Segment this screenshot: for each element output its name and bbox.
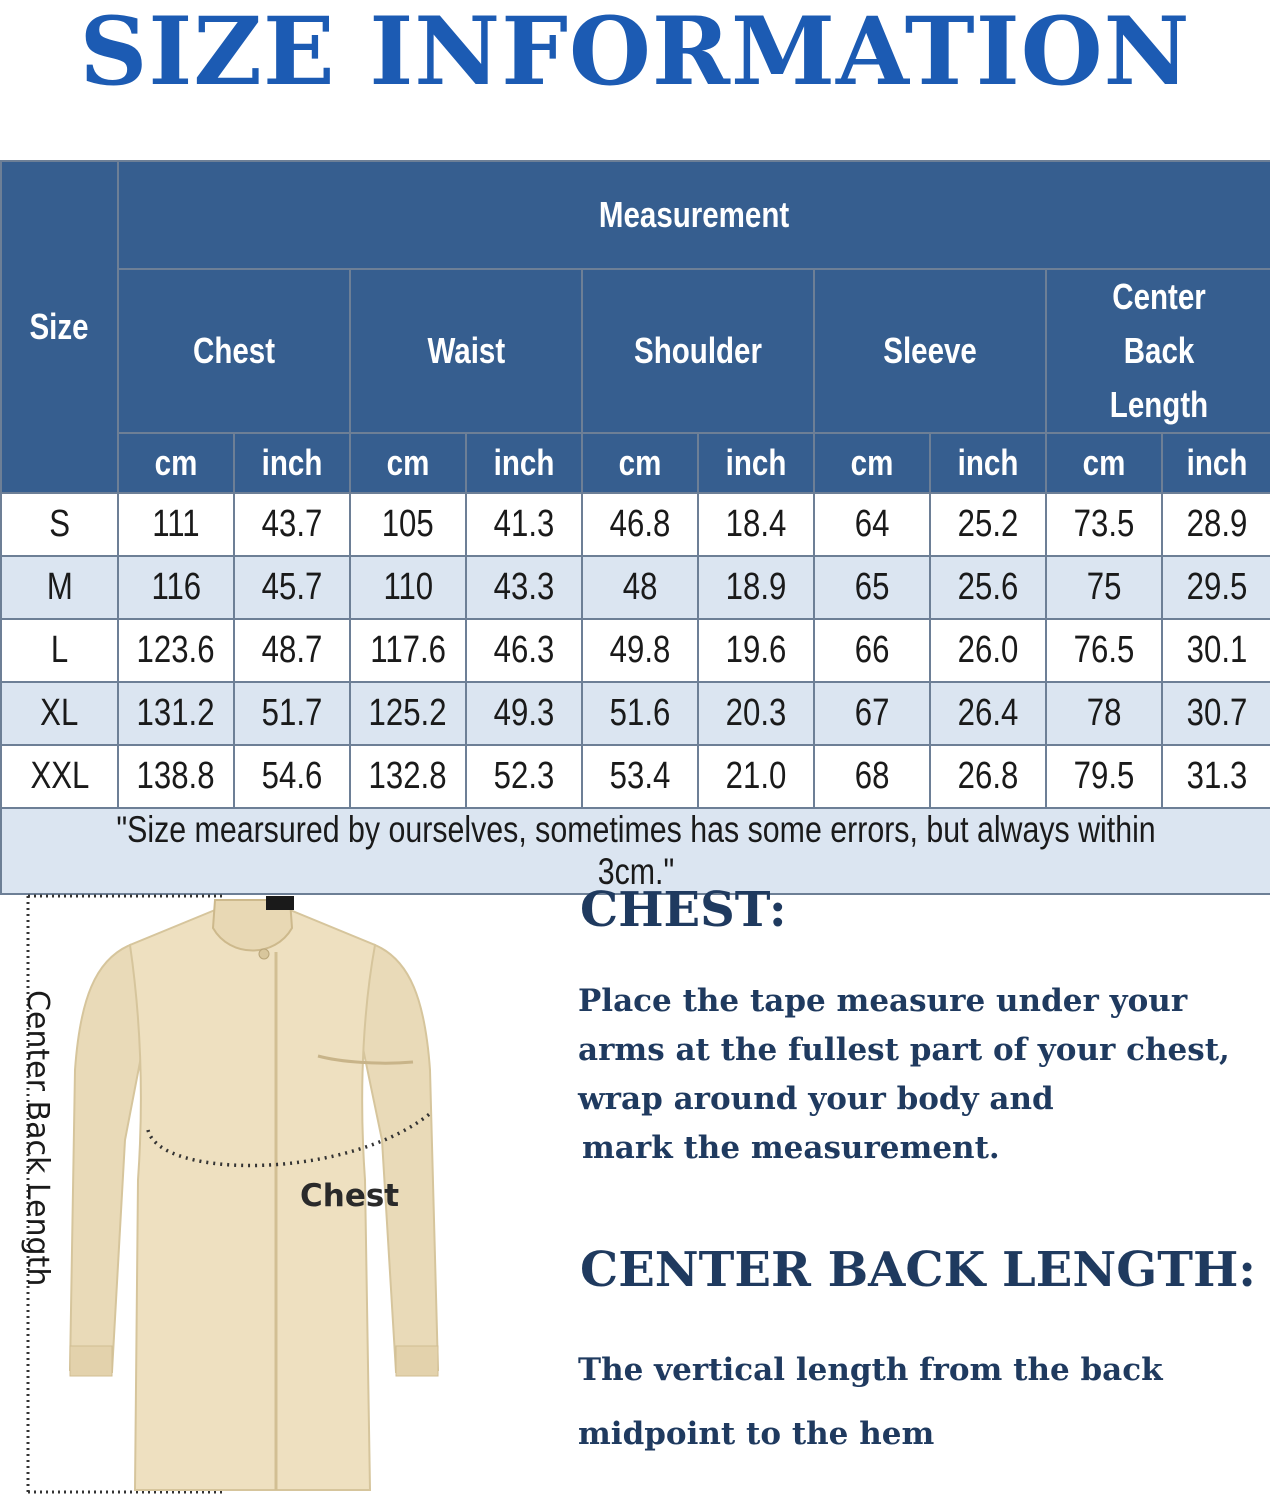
size-chart-table	[0, 160, 1270, 895]
table-cell: 110	[350, 556, 466, 619]
table-cell: 19.6	[698, 619, 814, 682]
table-cell: 31.3	[1162, 745, 1270, 808]
unit-header: inch	[698, 433, 814, 493]
table-cell: 123.6	[118, 619, 234, 682]
table-cell: 54.6	[234, 745, 350, 808]
table-cell: 26.8	[930, 745, 1046, 808]
table-cell: 41.3	[466, 493, 582, 556]
table-cell: 73.5	[1046, 493, 1162, 556]
table-cell: 79.5	[1046, 745, 1162, 808]
table-row	[1, 493, 1270, 556]
table-cell: 131.2	[118, 682, 234, 745]
table-cell: 67	[814, 682, 930, 745]
collar-button	[259, 949, 269, 959]
chest-figure-label: Chest	[300, 1178, 400, 1214]
table-cell: 26.4	[930, 682, 1046, 745]
unit-header: cm	[582, 433, 698, 493]
table-cell: 29.5	[1162, 556, 1270, 619]
table-cell: 30.1	[1162, 619, 1270, 682]
table-cell: 46.3	[466, 619, 582, 682]
table-cell: 28.9	[1162, 493, 1270, 556]
table-cell: 64	[814, 493, 930, 556]
chest-description	[578, 977, 1258, 1173]
center-back-length-header: Center Back Length	[1046, 269, 1270, 433]
table-cell: 76.5	[1046, 619, 1162, 682]
table-cell: 116	[118, 556, 234, 619]
size-cell: L	[1, 619, 118, 682]
chest-line-4: mark the measurement.	[582, 1130, 1000, 1166]
unit-header: inch	[466, 433, 582, 493]
table-row	[1, 745, 1270, 808]
right-cuff	[396, 1346, 438, 1376]
chest-heading: CHEST:	[580, 882, 787, 938]
center-back-length-label: Center Back Length	[20, 990, 55, 1287]
chest-line-1: Place the tape measure under your	[578, 983, 1188, 1019]
size-cell: XL	[1, 682, 118, 745]
table-cell: 18.9	[698, 556, 814, 619]
center-back-length-description	[578, 1338, 1258, 1466]
unit-header: inch	[1162, 433, 1270, 493]
table-cell: 43.7	[234, 493, 350, 556]
unit-header: cm	[350, 433, 466, 493]
table-cell: 46.8	[582, 493, 698, 556]
table-cell: 51.7	[234, 682, 350, 745]
table-cell: 111	[118, 493, 234, 556]
chest-line-2: arms at the fullest part of your chest,	[578, 1032, 1230, 1068]
unit-header: inch	[234, 433, 350, 493]
table-row	[1, 619, 1270, 682]
table-cell: 75	[1046, 556, 1162, 619]
brand-tag	[266, 896, 294, 910]
table-cell: 30.7	[1162, 682, 1270, 745]
table-cell: 78	[1046, 682, 1162, 745]
table-cell: 20.3	[698, 682, 814, 745]
size-cell: M	[1, 556, 118, 619]
cbl-line-2: midpoint to the hem	[578, 1416, 935, 1452]
table-row	[1, 682, 1270, 745]
page-title: SIZE INFORMATION	[79, 0, 1191, 107]
table-cell: 125.2	[350, 682, 466, 745]
unit-header: cm	[1046, 433, 1162, 493]
center-back-length-heading: CENTER BACK LENGTH:	[580, 1242, 1257, 1298]
size-cell: XXL	[1, 745, 118, 808]
table-cell: 48.7	[234, 619, 350, 682]
sleeve-header: Sleeve	[814, 269, 1046, 433]
cbl-line-1: The vertical length from the back	[578, 1352, 1163, 1388]
table-cell: 53.4	[582, 745, 698, 808]
unit-header: inch	[930, 433, 1046, 493]
size-cell: S	[1, 493, 118, 556]
table-cell: 138.8	[118, 745, 234, 808]
table-cell: 66	[814, 619, 930, 682]
table-cell: 43.3	[466, 556, 582, 619]
table-cell: 18.4	[698, 493, 814, 556]
table-cell: 49.3	[466, 682, 582, 745]
table-cell: 26.0	[930, 619, 1046, 682]
table-cell: 21.0	[698, 745, 814, 808]
table-cell: 52.3	[466, 745, 582, 808]
measurement-note: "Size mearsured by ourselves, sometimes has some errors, but always within 3cm."	[1, 808, 1270, 894]
unit-header: cm	[814, 433, 930, 493]
table-cell: 25.2	[930, 493, 1046, 556]
size-column-header: Size	[1, 161, 118, 493]
waist-header: Waist	[350, 269, 582, 433]
table-cell: 45.7	[234, 556, 350, 619]
chest-line-3: wrap around your body and	[578, 1081, 1054, 1117]
unit-header: cm	[118, 433, 234, 493]
chest-header: Chest	[118, 269, 350, 433]
table-row	[1, 556, 1270, 619]
table-cell: 132.8	[350, 745, 466, 808]
table-cell: 105	[350, 493, 466, 556]
table-cell: 65	[814, 556, 930, 619]
table-cell: 48	[582, 556, 698, 619]
table-cell: 51.6	[582, 682, 698, 745]
table-cell: 49.8	[582, 619, 698, 682]
left-cuff	[70, 1346, 112, 1376]
table-cell: 68	[814, 745, 930, 808]
shoulder-header: Shoulder	[582, 269, 814, 433]
measurement-header: Measurement	[118, 161, 1270, 269]
table-cell: 117.6	[350, 619, 466, 682]
table-cell: 25.6	[930, 556, 1046, 619]
